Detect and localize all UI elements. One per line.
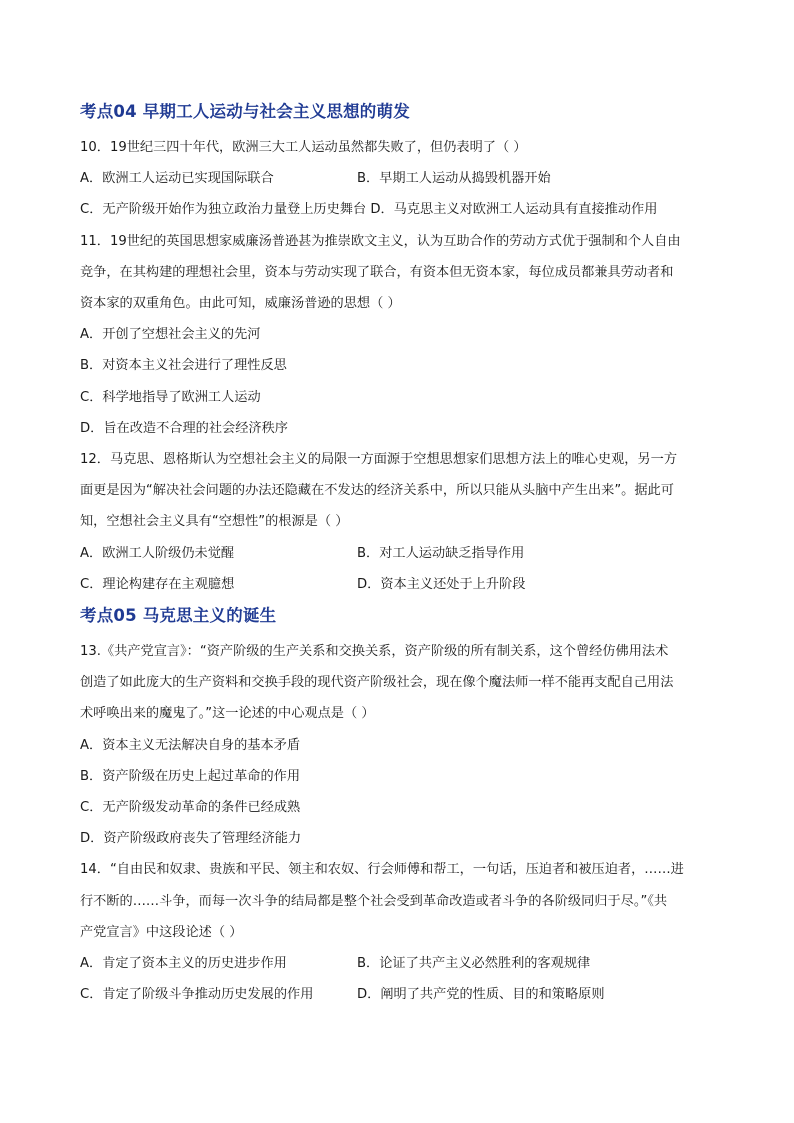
- section-title-kaodian-05: 考点05 马克思主义的诞生: [80, 606, 277, 625]
- option-d: D．资本主义还处于上升阶段: [357, 577, 526, 592]
- option-c: C．理论构建存在主观臆想: [80, 577, 235, 592]
- question-stem: 面更是因为“解决社会问题的办法还隐藏在不发达的经济关系中，所以只能从头脑中产生出来”。据此可: [80, 483, 674, 498]
- option-a: A．肯定了资本主义的历史进步作用: [80, 956, 287, 971]
- question-stem: 13.《共产党宣言》：“资产阶级的生产关系和交换关系，资产阶级的所有制关系，这个曾经仿佛用法术: [80, 644, 669, 659]
- option-a: A．开创了空想社会主义的先河: [80, 327, 261, 342]
- option-c: C．肯定了阶级斗争推动历史发展的作用: [80, 987, 314, 1002]
- section-title-kaodian-04: 考点04 早期工人运动与社会主义思想的萌发: [80, 102, 410, 121]
- option-b: B．资产阶级在历史上起过革命的作用: [80, 769, 301, 784]
- option-b: B．早期工人运动从捣毁机器开始: [357, 171, 551, 186]
- option-b: B．论证了共产主义必然胜利的客观规律: [357, 956, 591, 971]
- option-c-d: C．无产阶级开始作为独立政治力量登上历史舞台 D．马克思主义对欧洲工人运动具有直接推动作用: [80, 202, 658, 217]
- question-stem: 资本家的双重角色。由此可知，威廉汤普逊的思想（ ）: [80, 296, 401, 311]
- question-stem: 14．“自由民和奴隶、贵族和平民、领主和农奴、行会师傅和帮工，一句话，压迫者和被压迫者，……进: [80, 862, 684, 877]
- option-a: A．欧洲工人阶级仍未觉醒: [80, 546, 235, 561]
- question-stem: 11．19世纪的英国思想家威廉汤普逊甚为推崇欧文主义，认为互助合作的劳动方式优于强制和个人自由: [80, 234, 681, 249]
- option-c: C．科学地指导了欧洲工人运动: [80, 390, 261, 405]
- question-stem: 术呼唤出来的魔鬼了。”这一论述的中心观点是（ ）: [80, 706, 375, 721]
- question-stem: 12．马克思、恩格斯认为空想社会主义的局限一方面源于空想思想家们思想方法上的唯心史观，另一方: [80, 452, 678, 467]
- option-d: D．旨在改造不合理的社会经济秩序: [80, 421, 288, 436]
- question-stem: 创造了如此庞大的生产资料和交换手段的现代资产阶级社会，现在像个魔法师一样不能再支配自己用法: [80, 675, 674, 690]
- question-stem: 竞争，在其构建的理想社会里，资本与劳动实现了联合，有资本但无资本家，每位成员都兼具劳动者和: [80, 265, 674, 280]
- question-stem: 10．19世纪三四十年代，欧洲三大工人运动虽然都失败了，但仍表明了（ ）: [80, 140, 527, 155]
- option-d: D．阐明了共产党的性质、目的和策略原则: [357, 987, 605, 1002]
- option-a: A．资本主义无法解决自身的基本矛盾: [80, 738, 301, 753]
- option-a: A．欧洲工人运动已实现国际联合: [80, 171, 274, 186]
- question-stem: 产党宣言》中这段论述（ ）: [80, 925, 243, 940]
- option-c: C．无产阶级发动革命的条件已经成熟: [80, 800, 301, 815]
- question-stem: 行不断的……斗争，而每一次斗争的结局都是整个社会受到革命改造或者斗争的各阶级同归于尽。”《共: [80, 894, 668, 909]
- question-stem: 知，空想社会主义具有“空想性”的根源是（ ）: [80, 514, 349, 529]
- option-d: D．资产阶级政府丧失了管理经济能力: [80, 831, 302, 846]
- option-b: B．对工人运动缺乏指导作用: [357, 546, 525, 561]
- option-b: B．对资本主义社会进行了理性反思: [80, 358, 287, 373]
